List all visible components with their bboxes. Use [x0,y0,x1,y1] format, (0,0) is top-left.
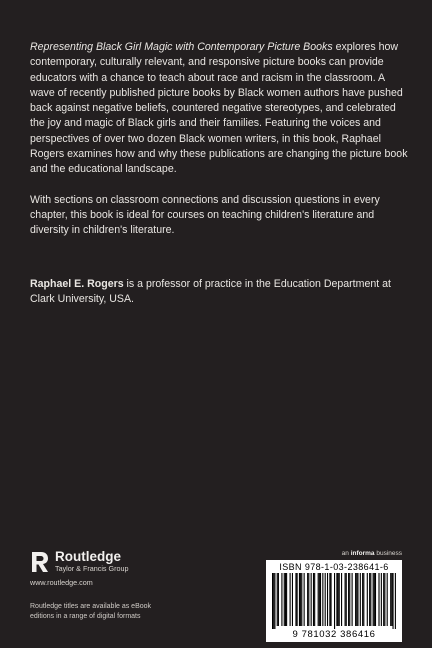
description-paragraph-1 [30,40,410,178]
barcode-bar [355,573,356,626]
barcode-bar [277,573,278,626]
publisher-block [30,550,180,621]
barcode-bar [373,573,374,626]
informa-prefix: an [341,550,351,557]
barcode-bar [357,573,358,626]
informa-suffix: business [374,550,402,557]
barcode-bar [304,573,305,626]
description-text: explores how contemporary, culturally relevant, and responsive picture books can provide educators with a chance to teach about race and racism in the classroom. A wave of recently published picture books by Black women authors have pushed back against negative beliefs, countered negative stereotypes, and celebrated the joy and magic of Black girls and their families. Featuring the voices and perspectives of over two dozen Black women writers, in this book, Raphael Rogers examines how and why these publications are changing the picture book and the educational landscape. [30,41,408,176]
barcode-bar [284,573,285,626]
publisher-url: www.routledge.com [30,578,93,587]
barcode-bar [329,573,330,626]
book-title: Representing Black Girl Magic with Contemporary Picture Books [30,41,333,53]
barcode-bar [348,573,349,626]
barcode-bar [330,573,331,626]
routledge-logo-icon [30,551,50,573]
barcode-bar [300,573,301,626]
barcode-bar [367,573,368,626]
barcode-bar [278,573,279,626]
barcode-bar [290,573,291,626]
barcode-bar [272,573,273,629]
informa-brand: informa [350,550,375,557]
barcode-bar [307,573,308,626]
author-name: Raphael E. Rogers [30,278,124,290]
barcode-bar [349,573,350,626]
barcode-bar [356,573,357,626]
barcode-bar [384,573,385,626]
publisher-group: Taylor & Francis Group [55,564,129,573]
informa-tagline [342,550,402,557]
barcode-bar [334,573,335,629]
barcode-bar [336,573,337,626]
description-paragraph-2: With sections on classroom connections and discussion questions in every chapter, this book is ideal for courses on teaching children's literature and diversity in children's literature. [30,193,380,237]
barcode-bar [391,573,392,626]
barcode-bar [281,573,282,626]
book-description [30,40,410,254]
barcode-bar [320,573,321,626]
barcode-bar [292,573,293,626]
barcode-bar [374,573,375,626]
barcode-bar [308,573,309,626]
barcode-bar [345,573,346,626]
barcode-bar [383,573,384,626]
barcode-bar [392,573,393,629]
barcode-bar [370,573,371,626]
barcode-icon [272,573,396,629]
barcode-bar [301,573,302,626]
barcode-bar [341,573,342,626]
barcode-bar [390,573,391,626]
barcode-bar [327,573,328,626]
barcode-digits: 9 781032 386416 [292,629,376,640]
barcode-bar [346,573,347,626]
barcode-bar [314,573,315,626]
publisher-logo-row [30,550,180,573]
barcode-bar [299,573,300,626]
publisher-name: Routledge [55,549,121,564]
barcode-bar [311,573,312,626]
barcode-bar [369,573,370,626]
author-bio [30,277,410,308]
barcode-bar [325,573,326,626]
barcode-bar [375,573,376,626]
barcode-bar [362,573,363,626]
barcode-bar [360,573,361,626]
barcode-bar [274,573,275,629]
barcode-bar [339,573,340,626]
barcode-bar [319,573,320,626]
barcode-bar [338,573,339,626]
barcode-bar [363,573,364,626]
barcode-bar [318,573,319,626]
barcode-bar [395,573,396,629]
barcode-bar [381,573,382,626]
barcode-bar [273,573,274,629]
barcode-bar [313,573,314,626]
ebook-note: Routledge titles are available as eBook editions in a range of digital formats [30,603,152,620]
barcode-bar [295,573,296,626]
barcode-bar [378,573,379,626]
barcode-bar [352,573,353,626]
barcode-box [266,560,402,642]
barcode-bar [322,573,323,626]
barcode-bar [286,573,287,626]
isbn-label: ISBN 978-1-03-238641-6 [279,562,389,572]
author-bio-text: is a professor of practice in the Education Department at Clark University, USA. [30,278,391,306]
barcode-bar [297,573,298,626]
barcode-bar [285,573,286,626]
barcode-bar [387,573,388,626]
